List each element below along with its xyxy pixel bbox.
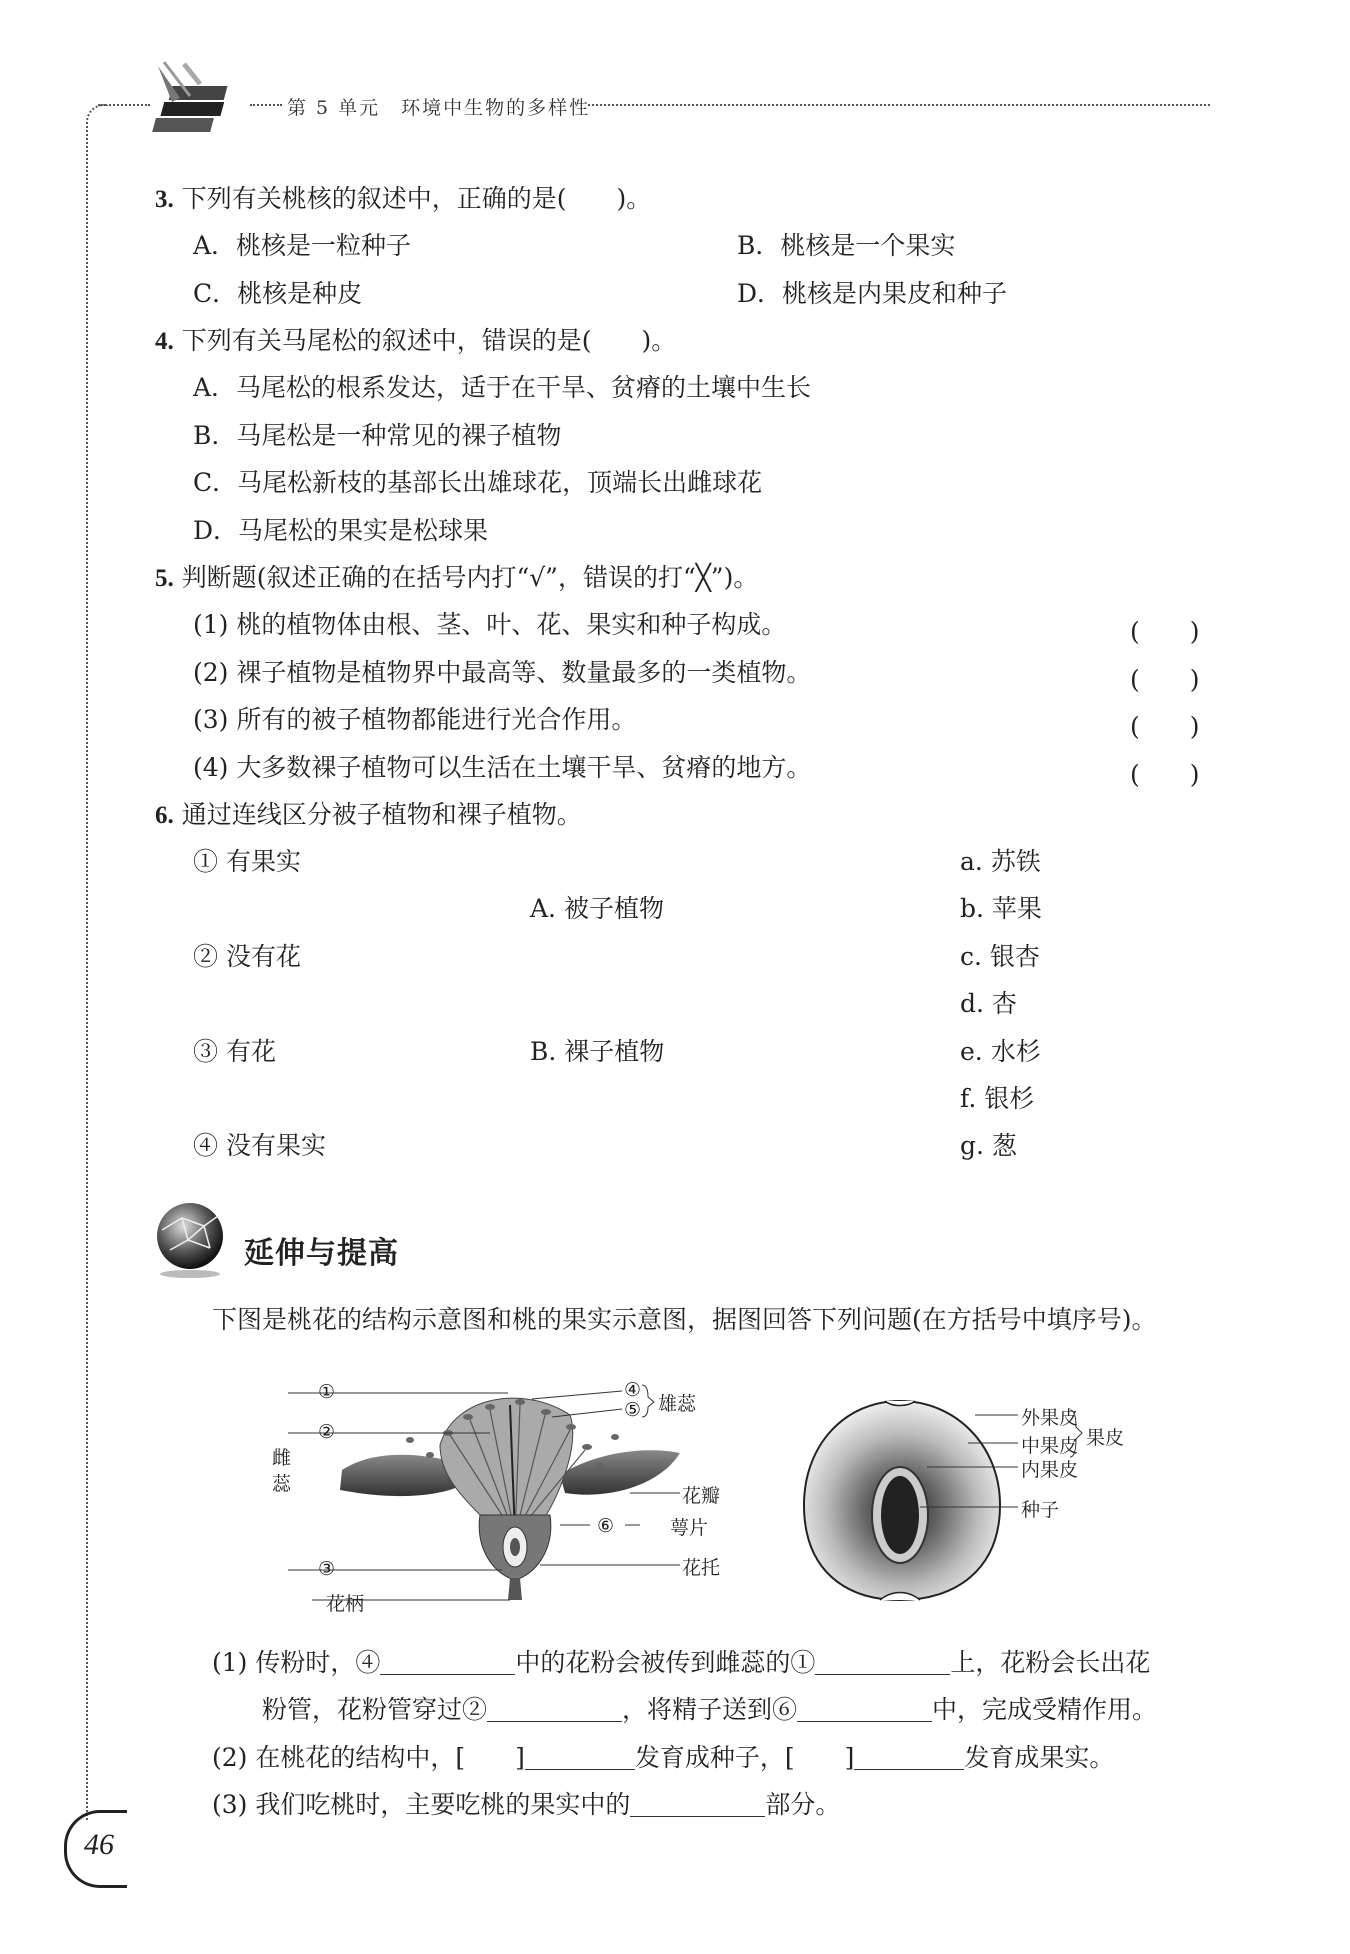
section-title: 延伸与提高 <box>244 1236 399 1271</box>
sub-question-3 <box>212 1792 840 1817</box>
label-6: ⑥ <box>597 1515 615 1537</box>
question-stem: 判断题(叙述正确的在括号内打“√”，错误的打“╳”)。 <box>181 563 759 592</box>
label-stamen: 雄蕊 <box>658 1393 697 1415</box>
match-right-item[interactable]: d. 杏 <box>960 989 1017 1018</box>
label-petal: 花瓣 <box>682 1485 721 1507</box>
question-stem: 下列有关马尾松的叙述中，错误的是( )。 <box>181 326 677 355</box>
book-icon <box>150 58 245 138</box>
label-pistil: 雌蕊 <box>272 1447 292 1495</box>
answer-blank[interactable] <box>854 1745 964 1770</box>
match-right-item[interactable]: g. 葱 <box>960 1131 1017 1160</box>
answer-paren[interactable]: ( ) <box>1130 617 1200 646</box>
option-d: D．马尾松的果实是松球果 <box>193 516 489 545</box>
label-sepal: 萼片 <box>670 1517 709 1539</box>
text: 中的花粉会被传到雌蕊的① <box>515 1648 816 1677</box>
text: (1) 传粉时，④ <box>212 1648 381 1677</box>
label-mesocarp: 中果皮 <box>1021 1435 1079 1457</box>
text: 部分。 <box>765 1790 841 1819</box>
option-c: C．马尾松新枝的基部长出雄球花，顶端长出雌球花 <box>193 468 763 497</box>
text: 上，花粉会长出花 <box>950 1648 1151 1677</box>
label-1: ① <box>318 1381 336 1403</box>
sub-question-1-line-2 <box>262 1697 1157 1722</box>
peach-fruit-diagram <box>800 1395 1160 1610</box>
match-middle-item[interactable]: A. 被子植物 <box>530 894 664 923</box>
label-2: ② <box>318 1421 336 1443</box>
text: 粉管，花粉管穿过② <box>262 1695 488 1724</box>
globe-icon <box>152 1200 230 1280</box>
text: 发育成种子，[ ] <box>634 1743 855 1772</box>
margin-curve <box>86 104 108 136</box>
question-3 <box>155 186 651 212</box>
answer-paren[interactable]: ( ) <box>1130 665 1200 694</box>
answer-blank[interactable] <box>630 1792 765 1817</box>
question-5 <box>155 565 758 591</box>
text: 中，完成受精作用。 <box>932 1695 1158 1724</box>
match-left-item[interactable]: ④ 没有果实 <box>193 1131 326 1160</box>
answer-blank[interactable] <box>815 1650 950 1675</box>
option-d: D．桃核是内果皮和种子 <box>737 279 1008 308</box>
answer-blank[interactable] <box>525 1745 635 1770</box>
section-intro: 下图是桃花的结构示意图和桃的果实示意图，据图回答下列问题(在方括号中填序号)。 <box>212 1305 1157 1334</box>
sub-question-2 <box>212 1745 1114 1770</box>
label-seed: 种子 <box>1021 1499 1060 1521</box>
header-rule-right <box>588 104 1210 106</box>
label-5: ⑤ <box>624 1399 642 1421</box>
judge-item: (2) 裸子植物是植物界中最高等、数量最多的一类植物。 <box>193 658 812 687</box>
question-stem: 下列有关桃核的叙述中，正确的是( )。 <box>181 184 652 213</box>
margin-rule <box>86 130 88 1820</box>
match-left-item[interactable]: ③ 有花 <box>193 1037 276 1066</box>
option-a: A．桃核是一粒种子 <box>193 231 412 260</box>
match-right-item[interactable]: e. 水杉 <box>960 1037 1041 1066</box>
sub-question-1-line-1 <box>212 1650 1150 1675</box>
peach-flower-diagram <box>270 1375 750 1615</box>
unit-title: 第 5 单元 环境中生物的多样性 <box>287 97 591 119</box>
page-number: 46 <box>84 1828 114 1861</box>
answer-paren[interactable]: ( ) <box>1130 712 1200 741</box>
header-rule <box>250 104 282 106</box>
match-middle-item[interactable]: B. 裸子植物 <box>530 1037 665 1066</box>
text: (2) 在桃花的结构中，[ ] <box>212 1743 525 1772</box>
match-right-item[interactable]: b. 苹果 <box>960 894 1042 923</box>
question-number: 5. <box>155 565 174 592</box>
match-left-item[interactable]: ① 有果实 <box>193 847 301 876</box>
match-left-item[interactable]: ② 没有花 <box>193 942 301 971</box>
label-receptacle: 花托 <box>682 1557 721 1579</box>
answer-blank[interactable] <box>380 1650 515 1675</box>
question-stem: 通过连线区分被子植物和裸子植物。 <box>181 800 582 829</box>
option-a: A．马尾松的根系发达，适于在干旱、贫瘠的土壤中生长 <box>193 373 812 402</box>
label-pedicel: 花柄 <box>326 1593 365 1615</box>
question-6 <box>155 802 582 828</box>
text: (3) 我们吃桃时，主要吃桃的果实中的 <box>212 1790 631 1819</box>
answer-paren[interactable]: ( ) <box>1130 760 1200 789</box>
question-4 <box>155 328 676 354</box>
answer-blank[interactable] <box>797 1697 932 1722</box>
judge-item: (1) 桃的植物体由根、茎、叶、花、果实和种子构成。 <box>193 610 787 639</box>
match-right-item[interactable]: f. 银杉 <box>960 1084 1035 1113</box>
question-number: 4. <box>155 328 174 355</box>
label-4: ④ <box>624 1379 642 1401</box>
judge-item: (3) 所有的被子植物都能进行光合作用。 <box>193 705 637 734</box>
answer-blank[interactable] <box>487 1697 622 1722</box>
match-right-item[interactable]: a. 苏铁 <box>960 847 1041 876</box>
judge-item: (4) 大多数裸子植物可以生活在土壤干旱、贫瘠的地方。 <box>193 753 812 782</box>
match-right-item[interactable]: c. 银杏 <box>960 942 1040 971</box>
text: 发育成果实。 <box>964 1743 1115 1772</box>
label-3: ③ <box>318 1558 336 1580</box>
option-b: B．桃核是一个果实 <box>737 231 956 260</box>
label-exocarp: 外果皮 <box>1021 1407 1079 1429</box>
label-endocarp: 内果皮 <box>1021 1459 1079 1481</box>
question-number: 3. <box>155 186 174 213</box>
option-b: B．马尾松是一种常见的裸子植物 <box>193 421 562 450</box>
label-pericarp: 果皮 <box>1086 1427 1125 1449</box>
question-number: 6. <box>155 802 174 829</box>
option-c: C．桃核是种皮 <box>193 279 363 308</box>
text: ，将精子送到⑥ <box>622 1695 798 1724</box>
